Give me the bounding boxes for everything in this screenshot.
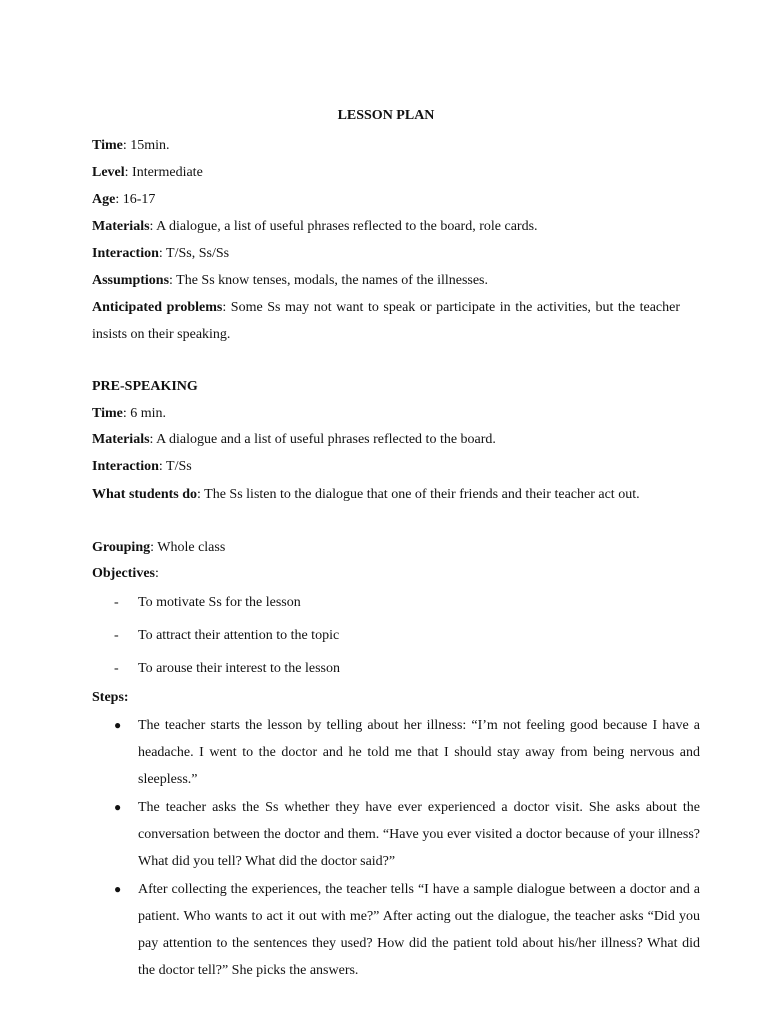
dash-marker: - <box>114 595 119 610</box>
pre-interaction-field <box>92 458 192 476</box>
materials-value: : A dialogue, a list of useful phrases reflected to the board, role cards. <box>149 219 538 234</box>
level-value: : Intermediate <box>124 165 203 180</box>
age-field <box>92 191 155 209</box>
anticipated-problems-value: : Some Ss may not want to speak or participate in the activities, but the teacher insists on their speaking. <box>92 300 681 342</box>
objective-text: To attract their attention to the topic <box>138 628 340 643</box>
age-label: Age <box>92 192 116 207</box>
assumptions-value: : The Ss know tenses, modals, the names of the illnesses. <box>169 273 489 288</box>
assumptions-label: Assumptions <box>92 273 170 288</box>
pre-materials-value: : A dialogue and a list of useful phrases reflected to the board. <box>149 432 496 447</box>
what-students-do-field <box>92 481 680 508</box>
step-text: The teacher asks the Ss whether they have ever experienced a doctor visit. She asks about the conversation between the doctor and them. “Have you ever visited a doctor because of your illness? What did you tell? What did the doctor said?” <box>138 800 700 869</box>
objectives-colon: : <box>154 566 159 581</box>
step-text: After collecting the experiences, the teacher tells “I have a sample dialogue between a doctor and a patient. Who wants to act it out with me?” After acting out the dialogue, the teacher asks “Did you pay attention to the sentences they used? How did the patient told about his/her illness? What did the doctor tell?” She picks the answers. <box>138 882 700 978</box>
objective-text: To motivate Ss for the lesson <box>138 595 301 610</box>
page-title: LESSON PLAN <box>337 108 435 123</box>
grouping-value: : Whole class <box>150 540 226 555</box>
what-students-do-value: : The Ss listen to the dialogue that one of their friends and their teacher act out. <box>197 487 640 502</box>
step-text: The teacher starts the lesson by telling about her illness: “I’m not feeling good because I have a headache. I went to the doctor and he told me that I should stay away from being nervous and sleepless.” <box>138 718 700 787</box>
dash-marker: - <box>114 628 119 643</box>
age-value: : 16-17 <box>115 192 156 207</box>
time-value: : 15min. <box>122 138 170 153</box>
objectives-field <box>92 565 159 583</box>
materials-field <box>92 218 538 236</box>
anticipated-problems-field <box>92 294 680 348</box>
bullet-icon: ● <box>114 718 122 732</box>
time-label: Time <box>92 138 123 153</box>
objectives-label: Objectives <box>92 566 155 581</box>
level-field <box>92 164 203 182</box>
anticipated-problems-label: Anticipated problems <box>92 300 223 315</box>
pre-time-field <box>92 405 166 423</box>
level-label: Level <box>92 165 125 180</box>
objective-text: To arouse their interest to the lesson <box>138 661 340 676</box>
materials-label: Materials <box>92 219 150 234</box>
bullet-icon: ● <box>114 882 122 896</box>
interaction-value: : T/Ss, Ss/Ss <box>158 246 230 261</box>
steps-label: Steps: <box>92 690 129 705</box>
pre-materials-label: Materials <box>92 432 150 447</box>
grouping-field <box>92 539 225 557</box>
pre-interaction-value: : T/Ss <box>158 459 192 474</box>
grouping-label: Grouping <box>92 540 151 555</box>
bullet-icon: ● <box>114 800 122 814</box>
dash-marker: - <box>114 661 119 676</box>
what-students-do-label: What students do <box>92 487 198 502</box>
time-field <box>92 137 170 155</box>
pre-speaking-heading: PRE-SPEAKING <box>92 379 198 394</box>
pre-interaction-label: Interaction <box>92 459 159 474</box>
pre-materials-field <box>92 431 496 449</box>
interaction-label: Interaction <box>92 246 159 261</box>
pre-time-value: : 6 min. <box>122 406 167 421</box>
interaction-field <box>92 245 229 263</box>
pre-time-label: Time <box>92 406 123 421</box>
assumptions-field <box>92 272 488 290</box>
